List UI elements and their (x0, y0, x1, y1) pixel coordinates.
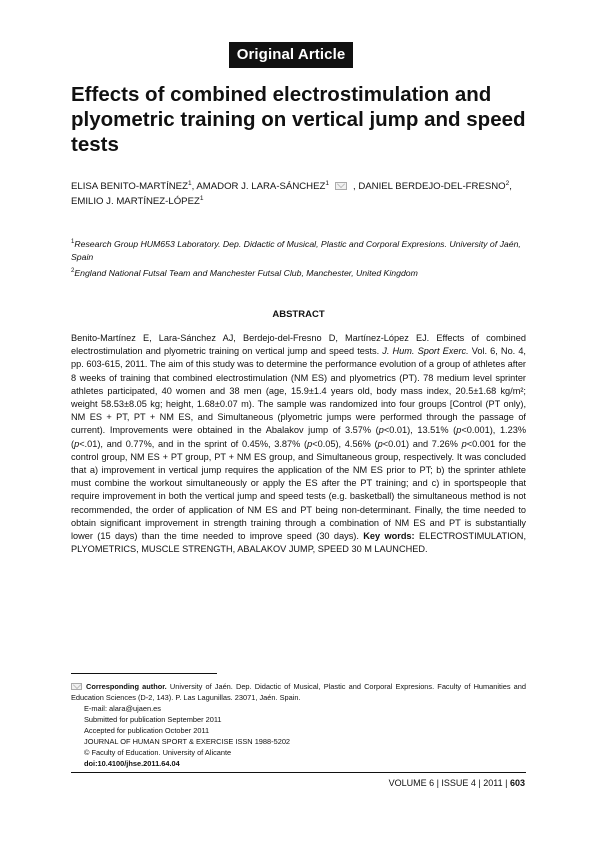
author-name: , DANIEL BERDEJO-DEL-FRESNO (353, 181, 506, 192)
abstract-text: <0.01), 13.51% ( (383, 425, 457, 436)
author-name: ELISA BENITO-MARTÍNEZ (71, 181, 188, 192)
abstract-text: <0.001), 1.23% ( (71, 425, 526, 449)
footer-volume: VOLUME 6 | ISSUE 4 | 2011 | (388, 778, 510, 788)
author-affil-sup: 1 (187, 179, 192, 187)
abstract-text: <.01), and 0.77%, and in the sprint of 0.45%, 3.87% ( (79, 438, 308, 449)
author-name: , AMADOR J. LARA-SÁNCHEZ (191, 181, 326, 192)
p-symbol: p (377, 438, 383, 449)
footnote-corresponding (71, 681, 526, 703)
corresponding-label: Corresponding author. (86, 682, 167, 691)
envelope-icon (71, 683, 82, 690)
journal-issn-line: JOURNAL OF HUMAN SPORT & EXERCISE ISSN 1988-5202 (84, 737, 291, 746)
keywords: ELECTROSTIMULATION, PLYOMETRICS, MUSCLE STRENGTH, ABALAKOV JUMP, SPEED 30 M LAUNCHED. (71, 531, 526, 555)
accepted-line: Accepted for publication October 2011 (84, 726, 210, 735)
abstract-citation: Benito-Martínez E, Lara-Sánchez AJ, Berdejo-del-Fresno D, Martínez-López EJ. Effects of combined electrostimulation and plyometric training on vertical jump and speed tests. (71, 333, 526, 357)
affiliations (71, 236, 541, 280)
abstract-text: <0.05), 4.56% ( (312, 438, 378, 449)
email-line[interactable]: E-mail: alara@ujaen.es (84, 704, 161, 713)
p-symbol: p (74, 438, 80, 449)
affil-sup: 1 (71, 239, 75, 245)
affiliation-2 (71, 265, 541, 280)
keywords-label: Key words: (363, 531, 415, 542)
author-affil-sup: 2 (505, 179, 510, 187)
abstract-text: <0.01) and 7.26% (382, 438, 462, 449)
author-list (71, 179, 541, 209)
affil-sup: 2 (71, 267, 75, 274)
corresponding-address: University of Jaén. Dep. Didactic of Musical, Plastic and Corporal Expresions. Faculty of Humanities and Education Sciences (D-2, 143). P. Las Lagunillas. 23071, Jaén. Spain. (71, 682, 526, 702)
copyright-line: © Faculty of Education. University of Alicante (84, 748, 232, 757)
p-symbol: p (307, 438, 313, 449)
affil-text: Research Group HUM653 Laboratory. Dep. Didactic of Musical, Plastic and Corporal Expresions. University of Jaén, Spain (71, 238, 521, 263)
abstract-text: Vol. 6, No. 4, pp. 603-615, 2011. The aim of this study was to determine the performance evolution of a group of athletes after 8 weeks of training that combined electrostimulation (NM ES) and plyometrics (PT). 78 medium level sprinter athletes participated, 40 women and 38 men (age, 15.9±1.4 years old, body mass index, 20.5±1.68 kg/m²; weight 58.53±8.05 kg; height, 1.68±0.07 m). The sample was randomized into four groups [Control (PT only), NM ES + PT, PT + NM ES, and Simultaneous (plyometric jumps were performed through the passage of current). Improvements were obtained in the Abalakov jump of 3.57% ( (71, 346, 526, 436)
footnote-rule (71, 673, 217, 674)
envelope-icon[interactable] (335, 182, 347, 190)
author-affil-sup: 1 (199, 194, 204, 202)
p-symbol: p (461, 438, 467, 449)
p-symbol: p (456, 425, 462, 436)
affiliation-1 (71, 236, 541, 265)
paper-title: Effects of combined electrostimulation and plyometric training on vertical jump and speed tests (71, 83, 526, 156)
footnote (71, 681, 526, 769)
doi-link[interactable]: doi:10.4100/jhse.2011.64.04 (84, 759, 180, 768)
submitted-line: Submitted for publication September 2011 (84, 715, 222, 724)
journal-name: J. Hum. Sport Exerc. (382, 346, 469, 357)
author-name: , EMILIO J. MARTÍNEZ-LÓPEZ (71, 181, 512, 207)
footer-rule (71, 772, 526, 773)
abstract-text: <0.001 for the control group, NM ES + PT group, PT + NM ES group, and Simultaneous group, respectively. It was concluded that a) improvement in vertical jump requires the application of the NM ES prior to PT; b) the sprinter athlete must combine the workout simultaneously or apply the ES after the PT training; and c) in sportspeople that require improvement in both the vertical jump and speed tests (e.g. basketball) the simultaneous method is not recommended, the order of application of NM ES and PT being non-determinant. Finally, the time needed to obtain significant improvement in strength training through a combination of NM ES and PT is substantially lower (15 days) than the time needed to improve speed (30 days). (71, 438, 526, 542)
p-symbol: p (378, 425, 384, 436)
page-footer (389, 778, 525, 788)
abstract-heading: ABSTRACT (272, 309, 325, 320)
article-type-badge: Original Article (229, 42, 353, 68)
page-number: 603 (509, 778, 525, 788)
affil-text: England National Futsal Team and Manchester Futsal Club, Manchester, United Kingdom (74, 267, 418, 278)
abstract-body (71, 332, 526, 556)
author-affil-sup: 1 (325, 179, 329, 187)
